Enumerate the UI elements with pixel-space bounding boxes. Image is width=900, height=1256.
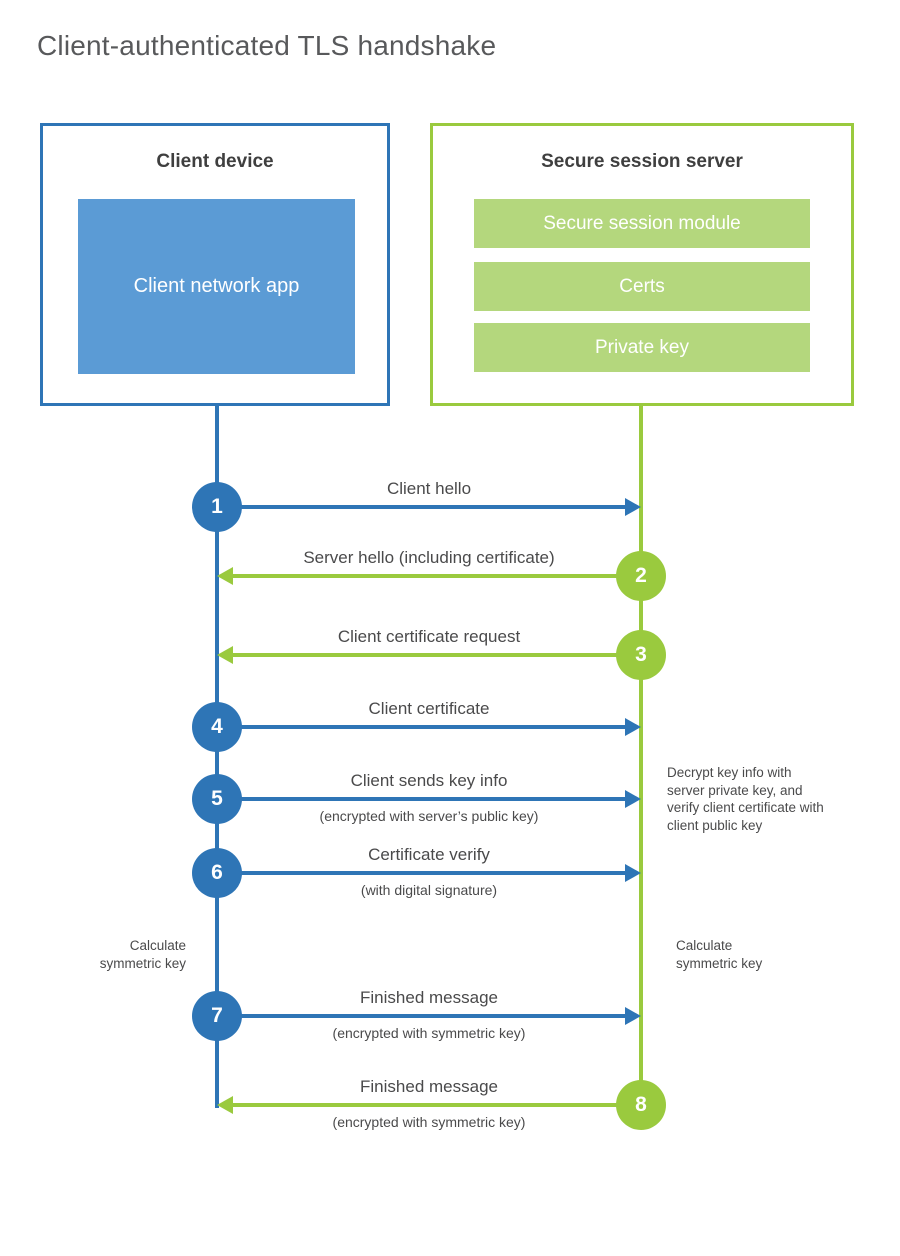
step-3-arrow-line <box>233 653 641 657</box>
step-1-arrowhead-icon <box>625 498 641 516</box>
step-6-sublabel: (with digital signature) <box>360 882 498 898</box>
step-3-arrowhead-icon <box>217 646 233 664</box>
step-4-arrowhead-icon <box>625 718 641 736</box>
step-3-badge: 3 <box>616 630 666 680</box>
step-5-arrow-line <box>217 797 625 801</box>
step-7-sublabel: (encrypted with symmetric key) <box>332 1025 526 1041</box>
page-title: Client-authenticated TLS handshake <box>37 30 497 61</box>
step-6-badge: 6 <box>192 848 242 898</box>
secure-session-server-title: Secure session server <box>541 151 743 172</box>
step-4-badge: 4 <box>192 702 242 752</box>
step-2-label: Server hello (including certificate) <box>303 548 555 567</box>
step-1-arrow-line <box>217 505 625 509</box>
client-device-title: Client device <box>156 151 274 172</box>
step-2-badge: 2 <box>616 551 666 601</box>
step-7-label: Finished message <box>360 988 498 1007</box>
step-6-label: Certificate verify <box>368 845 490 864</box>
step-5-sublabel: (encrypted with server’s public key) <box>319 808 539 824</box>
step-6-arrowhead-icon <box>625 864 641 882</box>
client-network-app-box <box>78 199 355 374</box>
step-3-label: Client certificate request <box>337 627 521 646</box>
step-8-arrowhead-icon <box>217 1096 233 1114</box>
step-5-label: Client sends key info <box>350 771 508 790</box>
step-8-sublabel: (encrypted with symmetric key) <box>332 1114 526 1130</box>
step-5-badge: 5 <box>192 774 242 824</box>
step-4-label: Client certificate <box>368 699 490 718</box>
step-1-label: Client hello <box>386 479 472 498</box>
server-module-bar: Certs <box>474 262 810 311</box>
step-2-arrow-line <box>233 574 641 578</box>
step-4-arrow-line <box>217 725 625 729</box>
decrypt-key-note: Decrypt key info with server private key, and verify client certificate with client public key <box>667 765 824 833</box>
client-device-box <box>40 123 390 406</box>
step-7-arrowhead-icon <box>625 1007 641 1025</box>
step-5-arrowhead-icon <box>625 790 641 808</box>
secure-session-server-box <box>430 123 854 406</box>
step-1-badge: 1 <box>192 482 242 532</box>
step-8-arrow-line <box>233 1103 641 1107</box>
step-7-badge: 7 <box>192 991 242 1041</box>
server-module-bar: Private key <box>474 323 810 372</box>
step-7-arrow-line <box>217 1014 625 1018</box>
client-network-app-label: Client network app <box>133 275 300 297</box>
step-2-arrowhead-icon <box>217 567 233 585</box>
server-module-bar: Secure session module <box>474 199 810 248</box>
calculate-symmetric-key-note-client: Calculate symmetric key <box>99 938 186 971</box>
step-6-arrow-line <box>217 871 625 875</box>
step-8-label: Finished message <box>360 1077 498 1096</box>
calculate-symmetric-key-note-server: Calculate symmetric key <box>676 938 763 971</box>
step-8-badge: 8 <box>616 1080 666 1130</box>
